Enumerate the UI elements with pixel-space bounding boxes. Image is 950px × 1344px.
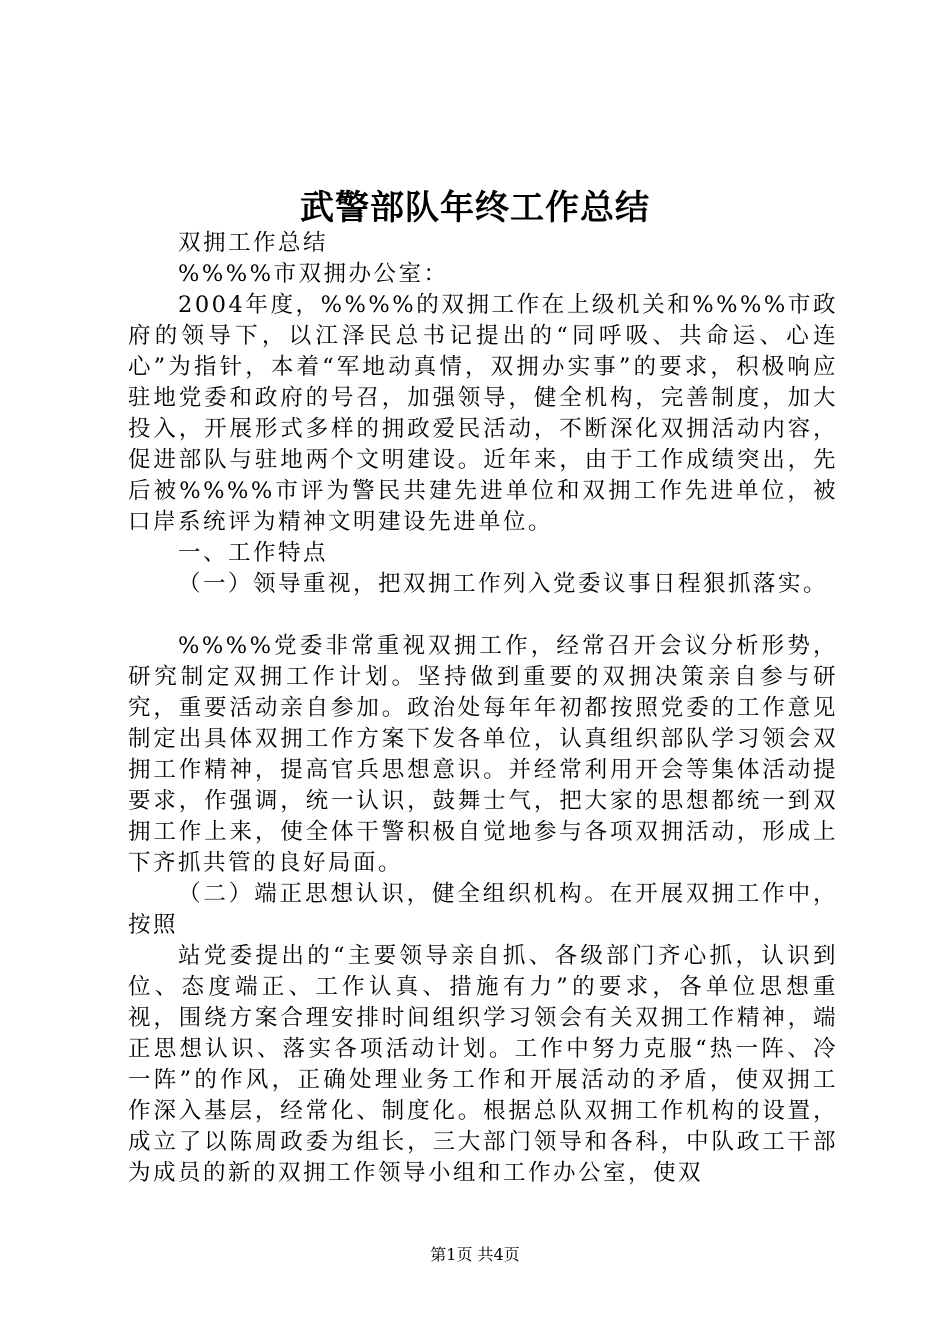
paragraph-office: %%%%市双拥办公室： [178, 261, 449, 287]
subsection-heading-2: （二）端正思想认识，健全组织机构。在开展双拥工作中，按照 [128, 881, 838, 938]
document-body [128, 228, 838, 1189]
document-title: 武警部队年终工作总结 [300, 188, 650, 228]
paragraph-leadership: %%%%党委非常重视双拥工作，经常召开会议分析形势，研究制定双拥工作计划。坚持做到重要的双拥决策亲自参与研究，重要活动亲自参加。政治处每年年初都按照党委的工作意见制定出具体双拥工作方案下发各单位，认真组织部队学习领会双拥工作精神，提高官兵思想意识。并经常利用开会等集体活动提要求，作强调，统一认识，鼓舞士气，把大家的思想都统一到双拥工作上来，使全体干警积极自觉地参与各项双拥活动，形成上下齐抓共管的良好局面。 [128, 633, 838, 876]
paragraph-subtitle: 双拥工作总结 [178, 230, 329, 256]
section-heading-features: 一、工作特点 [178, 540, 329, 566]
paragraph-intro: 2004年度，%%%%的双拥工作在上级机关和%%%%市政府的领导下，以江泽民总书记提出的“同呼吸、共命运、心连心”为指针，本着“军地动真情，双拥办实事”的要求，积极响应驻地党委和政府的号召，加强领导，健全机构，完善制度，加大投入，开展形式多样的拥政爱民活动，不断深化双拥活动内容，促进部队与驻地两个文明建设。近年来，由于工作成绩突出，先后被%%%%市评为警民共建先进单位和双拥工作先进单位，被口岸系统评为精神文明建设先进单位。 [128, 292, 838, 535]
paragraph-organization: 站党委提出的“主要领导亲自抓、各级部门齐心抓，认识到位、态度端正、工作认真、措施有力”的要求，各单位思想重视，围绕方案合理安排时间组织学习领会有关双拥工作精神，端正思想认识、落实各项活动计划。工作中努力克服“热一阵、冷一阵”的作风，正确处理业务工作和开展活动的矛盾，使双拥工作深入基层，经常化、制度化。根据总队双拥工作机构的设置，成立了以陈周政委为组长，三大部门领导和各科，中队政工干部为成员的新的双拥工作领导小组和工作办公室，使双 [128, 943, 838, 1186]
subsection-heading-1: （一）领导重视，把双拥工作列入党委议事日程狠抓落实。 [178, 571, 829, 597]
page-number-footer: 第1页 共4页 [430, 1245, 520, 1264]
